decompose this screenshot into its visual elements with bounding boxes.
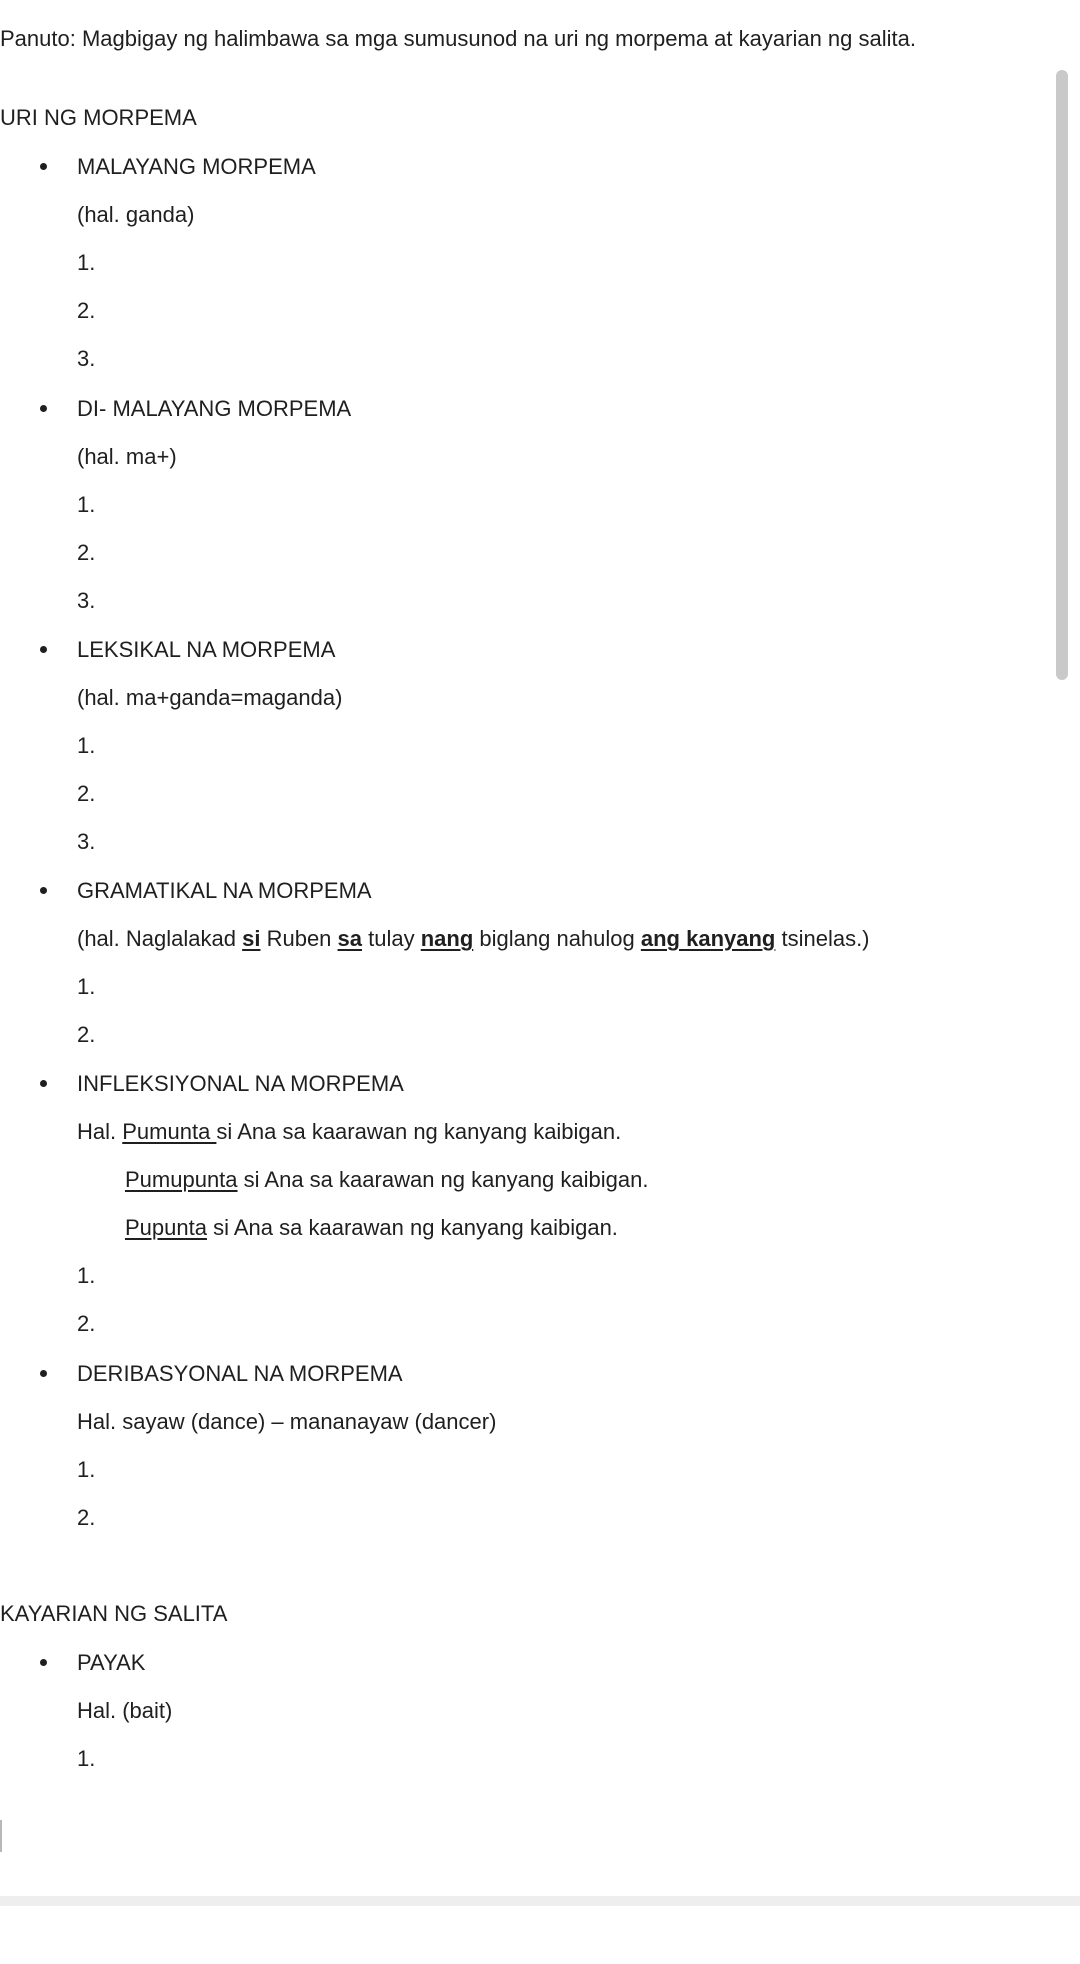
example-text: Hal. [77,1119,123,1144]
list-item: 2. [77,540,96,565]
section-heading-kayarian: KAYARIAN NG SALITA [0,1601,228,1626]
example-text: (hal. ma+) [77,444,177,469]
section-heading-uri: URI NG MORPEMA [0,105,197,130]
underlined-word: si [242,926,261,951]
underlined-word: sa [337,926,363,951]
underlined-word: Pumupunta [125,1167,238,1192]
bullet-title: LEKSIKAL NA MORPEMA [77,637,336,662]
example-text: si Ana sa kaarawan ng kanyang kaibigan. [216,1119,622,1144]
example-sentence [77,1117,621,1147]
list-item: 2. [77,1022,96,1047]
bullet-icon [40,163,47,170]
list-item: 2. [77,1311,96,1336]
underlined-word: ang kanyang [640,926,776,951]
underlined-word: nang [420,926,474,951]
example-text: Hal. sayaw (dance) – mananayaw (dancer) [77,1409,497,1434]
list-item: 1. [77,1263,96,1288]
example-text: tsinelas.) [775,926,870,951]
text-cursor [0,1820,2,1852]
example-sentence [125,1165,648,1195]
bullet-icon [40,1659,47,1666]
bullet-icon [40,887,47,894]
bottom-divider [0,1896,1080,1906]
bullet-title: DI- MALAYANG MORPEMA [77,396,352,421]
bullet-icon [40,1370,47,1377]
bullet-title: MALAYANG MORPEMA [77,154,316,179]
list-item: 2. [77,1505,96,1530]
example-text: si Ana sa kaarawan ng kanyang kaibigan. [206,1215,618,1240]
list-item: 1. [77,492,96,517]
underlined-word: Pupunta [125,1215,207,1240]
bullet-icon [40,1080,47,1087]
example-sentence [77,924,870,954]
list-item: 2. [77,781,96,806]
list-item: 3. [77,346,96,371]
instruction-text: Panuto: Magbigay ng halimbawa sa mga sumusunod na uri ng morpema at kayarian ng salita. [0,26,916,51]
list-item: 1. [77,1746,96,1771]
example-text: si Ana sa kaarawan ng kanyang kaibigan. [237,1167,649,1192]
bullet-title: DERIBASYONAL NA MORPEMA [77,1361,403,1386]
example-text: Ruben [260,926,338,951]
example-text: Hal. (bait) [77,1698,173,1723]
example-text: biglang nahulog [473,926,641,951]
list-item: 1. [77,974,96,999]
underlined-word: Pumunta [122,1119,217,1144]
example-text: tulay [362,926,421,951]
scrollbar-thumb[interactable] [1056,70,1068,680]
bullet-title: GRAMATIKAL NA MORPEMA [77,878,372,903]
bullet-title: PAYAK [77,1650,146,1675]
list-item: 2. [77,298,96,323]
example-text: (hal. Naglalakad [77,926,243,951]
bullet-icon [40,405,47,412]
list-item: 1. [77,250,96,275]
bullet-icon [40,646,47,653]
list-item: 3. [77,588,96,613]
list-item: 3. [77,829,96,854]
list-item: 1. [77,1457,96,1482]
bullet-title: INFLEKSIYONAL NA MORPEMA [77,1071,404,1096]
example-text: (hal. ma+ganda=maganda) [77,685,343,710]
example-sentence [125,1213,618,1243]
example-text: (hal. ganda) [77,202,195,227]
list-item: 1. [77,733,96,758]
